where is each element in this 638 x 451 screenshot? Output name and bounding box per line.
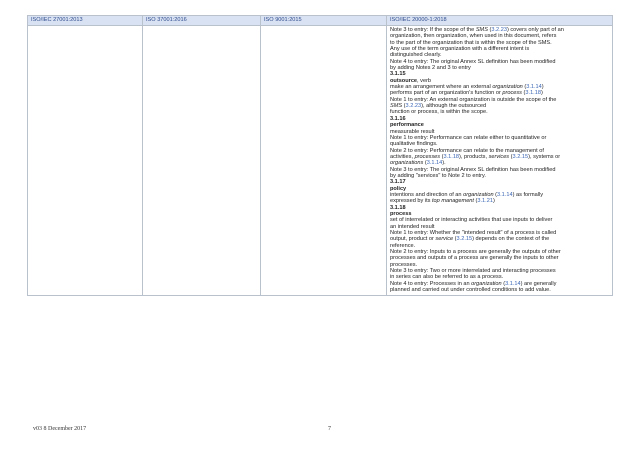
clause-reference-link[interactable]: 3.1.14 — [426, 160, 443, 167]
text-segment: in series can also be referred to as a process. — [390, 274, 504, 281]
text-segment: ( — [440, 153, 444, 160]
text-segment: organization — [463, 191, 494, 198]
text-segment: ), although the outsourced — [421, 103, 487, 110]
text-segment: processes. — [390, 261, 418, 268]
text-segment: Note 3 to entry: The original Annex SL definition has been modified — [390, 166, 556, 173]
clause-reference-link[interactable]: 3.1.21 — [477, 198, 493, 205]
clause-reference-link[interactable]: 3.1.18 — [443, 153, 460, 160]
text-segment: 3.1.17 — [390, 179, 406, 186]
cell-iso-20000 — [387, 26, 613, 296]
footer-version: v03 8 December 2017 — [33, 426, 87, 432]
cell-iso-9001 — [261, 26, 387, 296]
text-segment: process — [390, 210, 412, 217]
text-segment: ) covers only part of an — [506, 27, 564, 33]
text-segment: to the part of the organization that is within the scope of the SMS. — [390, 39, 552, 46]
header-row — [28, 16, 613, 26]
content-row — [28, 26, 613, 296]
text-segment: make an arrangement where an external — [390, 84, 493, 91]
clause-reference-link[interactable]: 3.2.15 — [512, 153, 529, 160]
definitions-text — [387, 26, 612, 295]
text-segment: function or process, is within the scope. — [390, 109, 488, 116]
text-segment: ) — [540, 90, 543, 97]
text-segment: intentions and direction of an — [390, 191, 464, 198]
text-segment: service — [435, 236, 454, 243]
clause-reference-link[interactable]: 3.2.23 — [405, 103, 422, 110]
text-segment: processes — [414, 153, 441, 160]
page-number: 7 — [328, 426, 331, 432]
text-segment: set of interrelated or interacting activities that use inputs to deliver — [390, 217, 553, 224]
text-segment: ( — [521, 90, 526, 97]
text-segment: ( — [487, 27, 492, 33]
text-segment: by adding "services" to Note 2 to entry. — [390, 172, 486, 179]
clause-reference-link[interactable]: 3.2.15 — [456, 236, 473, 243]
text-segment: ( — [522, 84, 527, 91]
text-segment: outsource — [390, 77, 418, 84]
text-segment: ) as formally — [512, 191, 544, 198]
cell-iso-37001 — [143, 26, 261, 296]
header-iso-37001: ISO 37001:2016 — [143, 16, 261, 26]
clause-reference-link[interactable]: 3.2.23 — [491, 27, 507, 33]
text-segment: ( — [423, 160, 427, 167]
text-segment: processes and outputs of a process are generally the inputs to other — [390, 255, 559, 262]
text-segment: ) depends on the context of the — [472, 236, 550, 243]
header-iso-27001: ISO/IEC 27001:2013 — [28, 16, 143, 26]
text-segment: Note 4 to entry: The original Annex SL definition has been modified — [390, 58, 556, 65]
text-segment: Note 4 to entry: Processes in an — [390, 280, 472, 287]
text-segment: by adding Notes 2 and 3 to entry — [390, 65, 471, 72]
text-segment: Note 2 to entry: Performance can relate to the management of — [390, 147, 544, 154]
text-segment: ) are generally — [520, 280, 557, 287]
text-segment: policy — [390, 185, 407, 192]
text-segment: 3.1.18 — [390, 204, 406, 211]
text-segment: organization, then organization, when used in this document, refers — [390, 33, 557, 40]
text-segment: ( — [402, 103, 406, 110]
text-segment: ( — [509, 153, 513, 160]
text-segment: ) — [492, 198, 495, 205]
cell-iso-27001 — [28, 26, 143, 296]
text-segment: ). — [442, 160, 446, 167]
text-segment: ), systems or — [528, 153, 561, 160]
text-segment: services — [488, 153, 510, 160]
text-segment: ( — [473, 198, 478, 205]
text-segment: planned and carried out under controlled conditions to add value. — [390, 287, 551, 294]
text-segment: Note 3 to entry: If the scope of the — [390, 27, 476, 33]
text-segment: ), products, — [459, 153, 489, 160]
text-segment: SMS — [475, 27, 488, 33]
clause-reference-link[interactable]: 3.1.14 — [526, 84, 542, 91]
text-segment: organization — [492, 84, 523, 91]
text-segment: Note 1 to entry: Performance can relate either to quantitative or — [390, 134, 547, 141]
text-segment: ( — [493, 191, 497, 198]
comparison-table — [27, 15, 613, 296]
text-segment: ( — [501, 280, 506, 287]
text-segment: process — [502, 90, 522, 97]
text-segment: qualitative findings. — [390, 141, 438, 148]
text-segment: performance — [390, 122, 424, 129]
text-segment: 3.1.16 — [390, 115, 406, 122]
clause-reference-link[interactable]: 3.1.18 — [525, 90, 541, 97]
text-segment: top management — [431, 198, 474, 205]
text-segment: reference. — [390, 242, 416, 249]
text-segment: SMS — [390, 103, 403, 110]
header-iso-9001: ISO 9001:2015 — [261, 16, 387, 26]
text-segment: activities, — [390, 153, 415, 160]
text-segment: measurable result — [390, 128, 435, 135]
text-segment: performs part of an organization's function or — [390, 90, 503, 97]
text-segment: expressed by its — [390, 198, 432, 205]
text-segment: Note 1 to entry: An external organization is outside the scope of the — [390, 96, 557, 103]
text-segment: Note 2 to entry: Inputs to a process are generally the outputs of other — [390, 249, 561, 256]
text-segment: an intended result — [390, 223, 435, 230]
text-segment: , verb — [417, 77, 432, 84]
clause-reference-link[interactable]: 3.1.14 — [497, 191, 513, 198]
text-segment: organizations — [390, 160, 424, 167]
text-segment: ) — [541, 84, 544, 91]
text-segment: Note 3 to entry: Two or more interrelated and interacting processes — [390, 268, 556, 275]
text-segment: distinguished clearly. — [390, 52, 442, 59]
text-line — [390, 287, 609, 293]
text-segment: Note 1 to entry: Whether the "intended result" of a process is called — [390, 230, 557, 236]
header-iso-20000: ISO/IEC 20000-1:2018 — [387, 16, 613, 26]
text-segment: ( — [453, 236, 457, 243]
text-segment: output, product or — [390, 236, 436, 243]
text-segment: Any use of the term organization with a different intent is — [390, 46, 530, 53]
text-segment: organization — [471, 280, 502, 287]
text-segment: 3.1.15 — [390, 71, 406, 78]
clause-reference-link[interactable]: 3.1.14 — [505, 280, 521, 287]
